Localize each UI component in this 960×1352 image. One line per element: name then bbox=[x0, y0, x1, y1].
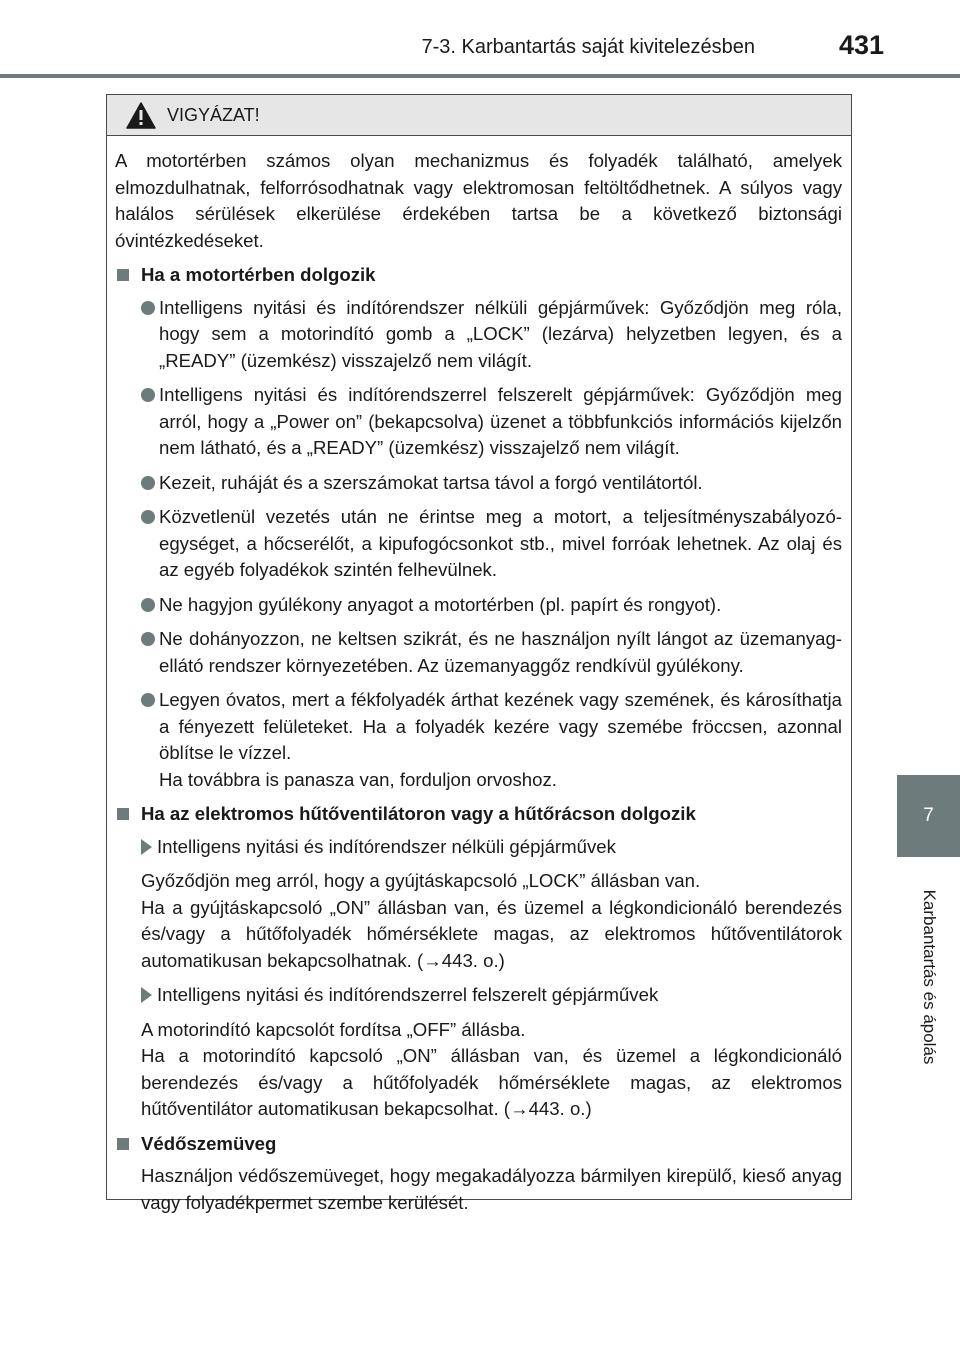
chapter-side-label bbox=[897, 862, 960, 1092]
page-header bbox=[0, 0, 960, 80]
bullet-extra-line: Ha továbbra is panasza van, forduljon orvoshoz. bbox=[159, 768, 557, 790]
safety-glasses-text: Használjon védőszemüveget, hogy megakadályozza bármilyen kirepülő, kieső anyag vagy folyadékpermet szembe kerülését. bbox=[141, 1165, 842, 1213]
chapter-number: 7 bbox=[923, 805, 934, 826]
header-rule bbox=[0, 74, 960, 78]
square-bullet-icon bbox=[117, 269, 129, 281]
section-title: 7-3. Karbantartás saját kivitelezésben bbox=[421, 36, 755, 58]
warning-title: VIGYÁZAT! bbox=[167, 105, 260, 125]
case-label: Intelligens nyitási és indítórendszerrel felszerelt gépjárművek bbox=[115, 982, 842, 1009]
subsection-heading: Ha az elektromos hűtőventilátoron vagy a hűtőrácson dolgozik bbox=[115, 801, 842, 828]
chapter-title: Karbantartás és ápolás bbox=[919, 889, 939, 1065]
warning-box bbox=[106, 94, 852, 1213]
warning-triangle-icon bbox=[126, 102, 156, 129]
triangle-bullet-icon bbox=[141, 987, 152, 1003]
page-number: 431 bbox=[838, 30, 884, 60]
square-bullet-icon bbox=[117, 808, 129, 820]
bullet-item: Legyen óvatos, mert a fékfolyadék árthat kezének vagy szemének, és károsíthatja a fényezett felületeket. Ha a folyadék kezére vagy szemébe fröccsen, azonnal öblítse le vízzel. Ha továbbra is panasza van, forduljon orvoshoz. bbox=[115, 687, 842, 793]
bullet-item: Intelligens nyitási és indítórendszer nélküli gépjárművek: Győződjön meg róla, hogy sem a motorindító gomb a „LOCK” (lezárva) helyzetben legyen, és a „READY” (üzemkész) visszajelző nem világít. bbox=[115, 295, 842, 375]
warning-header bbox=[107, 95, 851, 136]
circle-bullet-icon bbox=[141, 476, 155, 490]
circle-bullet-icon bbox=[141, 632, 155, 646]
subsection-heading: Ha a motortérben dolgozik bbox=[115, 262, 842, 289]
square-bullet-icon bbox=[117, 1138, 129, 1150]
case-text: Győződjön meg arról, hogy a gyújtáskapcsoló „LOCK” állásban van. Ha a gyújtáskapcsoló „ON” állásban van, és üzemel a légkondicionáló berendezés és/vagy a hűtőfolyadék hőmérséklete magas, az elektromos hűtőventilátorok automatikusan bekapcsolhatnak. (→443. o.) bbox=[141, 870, 842, 971]
warning-intro: A motortérben számos olyan mechanizmus és folyadék található, amelyek elmozdulhatnak, felforrósodhatnak vagy elektromosan feltöltődhetnek. A súlyos vagy halálos sérülések elkerülése érdekében tartsa be a következő biztonsági óvintézkedéseket. bbox=[115, 150, 842, 251]
circle-bullet-icon bbox=[141, 388, 155, 402]
circle-bullet-icon bbox=[141, 693, 155, 707]
circle-bullet-icon bbox=[141, 510, 155, 524]
case-label: Intelligens nyitási és indítórendszer nélküli gépjárművek bbox=[115, 834, 842, 861]
circle-bullet-icon bbox=[141, 301, 155, 315]
chapter-tab bbox=[897, 775, 960, 857]
circle-bullet-icon bbox=[141, 598, 155, 612]
bullet-item: Intelligens nyitási és indítórendszerrel felszerelt gépjárművek: Győződjön meg arról, hogy a „Power on” (bekapcsolva) üzenet a többfunkciós információs kijelzőn nem látható, és a „READY” (üzemkész) visszajelző nem világít. bbox=[115, 382, 842, 462]
subsection-heading: Védőszemüveg bbox=[115, 1131, 842, 1158]
case-text: A motorindító kapcsolót fordítsa „OFF” állásba. Ha a motorindító kapcsoló „ON” állásban van, és üzemel a légkondicionáló berendezés és/vagy a hűtőfolyadék hőmérséklete magas, az elektromos hűtőventilátor automatikusan bekapcsolhat. (→443. o.) bbox=[141, 1018, 842, 1119]
bullet-item: Kezeit, ruháját és a szerszámokat tartsa távol a forgó ventilátortól. bbox=[115, 470, 842, 497]
bullet-item: Ne dohányozzon, ne keltsen szikrát, és ne használjon nyílt lángot az üzemanyag-ellátó rendszer környezetében. Az üzemanyaggőz rendkívül gyúlékony. bbox=[115, 626, 842, 679]
bullet-item: Ne hagyjon gyúlékony anyagot a motortérben (pl. papírt és rongyot). bbox=[115, 592, 842, 619]
triangle-bullet-icon bbox=[141, 839, 152, 855]
warning-body bbox=[107, 136, 851, 1216]
bullet-item: Közvetlenül vezetés után ne érintse meg a motort, a teljesítményszabályozó-egységet, a hőcserélőt, a kipufogócsonkot stb., mivel forróak lehetnek. Az olaj és az egyéb folyadékok szintén felhevülnek. bbox=[115, 504, 842, 584]
